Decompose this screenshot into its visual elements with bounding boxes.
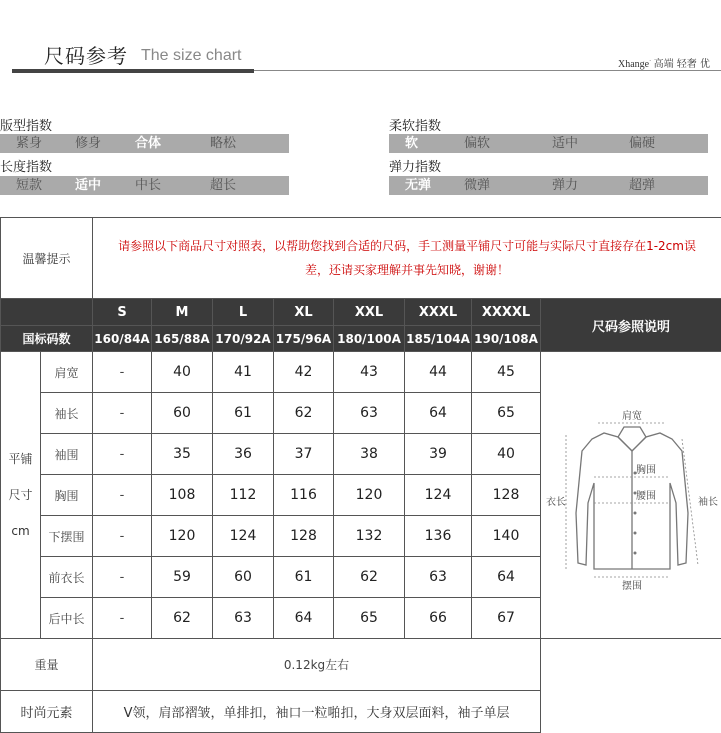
shirt-diagram xyxy=(542,393,721,593)
length-index-bar xyxy=(0,176,289,195)
table-cell: - xyxy=(93,557,152,598)
softness-option-active: 软 xyxy=(405,134,418,153)
table-row xyxy=(1,352,721,393)
shoulder-label: 肩宽 xyxy=(622,409,642,422)
row-label: 胸围 xyxy=(41,475,93,516)
std-code: 190/108A xyxy=(472,326,541,352)
table-cell: 61 xyxy=(274,557,334,598)
weight-label: 重量 xyxy=(1,639,93,691)
table-cell: 44 xyxy=(405,352,472,393)
std-code: 175/96A xyxy=(274,326,334,352)
size-header: XXXXL xyxy=(472,299,541,326)
table-cell: 61 xyxy=(213,393,274,434)
table-cell: 66 xyxy=(405,598,472,639)
fashion-value: V领，肩部褶皱，单排扣，袖口一粒啪扣，大身双层面料，袖子单层 xyxy=(93,691,541,733)
table-cell: 45 xyxy=(472,352,541,393)
size-header: S xyxy=(93,299,152,326)
fit-index-bar xyxy=(0,134,289,153)
row-label: 肩宽 xyxy=(41,352,93,393)
table-cell: 39 xyxy=(405,434,472,475)
notice-row xyxy=(1,218,721,299)
table-cell: 62 xyxy=(152,598,213,639)
length-option: 中长 xyxy=(135,176,161,195)
size-header: M xyxy=(152,299,213,326)
softness-option: 适中 xyxy=(552,134,578,153)
shirt-diagram-cell xyxy=(541,352,721,639)
table-cell: 116 xyxy=(274,475,334,516)
blank-cell xyxy=(541,691,721,733)
fit-option: 紧身 xyxy=(16,134,42,153)
elasticity-index-label: 弹力指数 xyxy=(389,156,441,175)
length-index-label: 长度指数 xyxy=(0,156,52,175)
std-code: 165/88A xyxy=(152,326,213,352)
table-cell: 120 xyxy=(152,516,213,557)
fit-option: 修身 xyxy=(75,134,101,153)
table-cell: 63 xyxy=(405,557,472,598)
size-header: XXL xyxy=(334,299,405,326)
table-cell: 108 xyxy=(152,475,213,516)
table-cell: 59 xyxy=(152,557,213,598)
table-cell: 63 xyxy=(334,393,405,434)
table-cell: 67 xyxy=(472,598,541,639)
notice-text: 请参照以下商品尺寸对照表，以帮助您找到合适的尺码，手工测量平铺尺寸可能与实际尺寸直接存在1-2cm误 差，还请买家理解并事先知晓，谢谢！ xyxy=(93,218,721,299)
size-header-blank xyxy=(1,299,93,326)
softness-index-label: 柔软指数 xyxy=(389,115,441,134)
waist-label: 腰围 xyxy=(636,490,656,502)
weight-value: 0.12kg左右 xyxy=(93,639,541,691)
table-cell: - xyxy=(93,434,152,475)
table-cell: 63 xyxy=(213,598,274,639)
table-cell: 41 xyxy=(213,352,274,393)
table-cell: 112 xyxy=(213,475,274,516)
table-cell: - xyxy=(93,475,152,516)
fit-option: 略松 xyxy=(210,134,236,153)
fit-option-active: 合体 xyxy=(135,134,161,153)
size-header: XL xyxy=(274,299,334,326)
row-label: 袖围 xyxy=(41,434,93,475)
notice-label: 温馨提示 xyxy=(1,218,93,299)
table-cell: 65 xyxy=(334,598,405,639)
fit-index-label: 版型指数 xyxy=(0,115,52,134)
elasticity-index-bar xyxy=(389,176,708,195)
table-cell: 128 xyxy=(274,516,334,557)
table-cell: 38 xyxy=(334,434,405,475)
weight-row xyxy=(1,639,721,691)
std-code: 180/100A xyxy=(334,326,405,352)
table-cell: 64 xyxy=(472,557,541,598)
softness-option: 偏硬 xyxy=(629,134,655,153)
header-accent-bar xyxy=(12,69,254,73)
page-title: 尺码参考 xyxy=(44,40,128,69)
table-cell: 40 xyxy=(152,352,213,393)
table-cell: 124 xyxy=(213,516,274,557)
table-cell: 136 xyxy=(405,516,472,557)
table-cell: 62 xyxy=(274,393,334,434)
table-cell: 120 xyxy=(334,475,405,516)
elasticity-option: 超弹 xyxy=(629,176,655,195)
std-code-label: 国标码数 xyxy=(1,326,93,352)
table-cell: 43 xyxy=(334,352,405,393)
std-code: 160/84A xyxy=(93,326,152,352)
table-cell: 132 xyxy=(334,516,405,557)
table-cell: 35 xyxy=(152,434,213,475)
table-cell: 60 xyxy=(152,393,213,434)
std-code: 170/92A xyxy=(213,326,274,352)
measure-group-label: 平铺 尺寸 cm xyxy=(1,352,41,639)
table-cell: 42 xyxy=(274,352,334,393)
sleeve-label: 袖长 xyxy=(698,495,718,508)
elasticity-option: 微弹 xyxy=(464,176,490,195)
row-label: 前衣长 xyxy=(41,557,93,598)
table-cell: 37 xyxy=(274,434,334,475)
table-cell: - xyxy=(93,516,152,557)
table-cell: 62 xyxy=(334,557,405,598)
table-cell: 36 xyxy=(213,434,274,475)
table-cell: 40 xyxy=(472,434,541,475)
elasticity-option-active: 无弹 xyxy=(405,176,431,195)
table-cell: 140 xyxy=(472,516,541,557)
size-header: XXXL xyxy=(405,299,472,326)
size-reference-header: 尺码参照说明 xyxy=(541,299,721,352)
row-label: 下摆围 xyxy=(41,516,93,557)
sleeve-measure-line xyxy=(682,439,698,565)
length-label: 衣长 xyxy=(546,495,566,508)
table-cell: 64 xyxy=(274,598,334,639)
table-cell: 128 xyxy=(472,475,541,516)
table-cell: - xyxy=(93,393,152,434)
table-cell: 60 xyxy=(213,557,274,598)
table-cell: 124 xyxy=(405,475,472,516)
page-subtitle: The size chart xyxy=(141,47,241,65)
elasticity-option: 弹力 xyxy=(552,176,578,195)
length-option: 超长 xyxy=(210,176,236,195)
length-option: 短款 xyxy=(16,176,42,195)
chest-label: 胸围 xyxy=(636,463,656,476)
std-code: 185/104A xyxy=(405,326,472,352)
length-option-active: 适中 xyxy=(75,176,101,195)
row-label: 袖长 xyxy=(41,393,93,434)
size-table xyxy=(0,217,721,733)
table-cell: - xyxy=(93,352,152,393)
row-label: 后中长 xyxy=(41,598,93,639)
table-cell: 64 xyxy=(405,393,472,434)
table-cell: - xyxy=(93,598,152,639)
fashion-label: 时尚元素 xyxy=(1,691,93,733)
hem-label: 摆围 xyxy=(622,579,642,592)
size-header-row xyxy=(1,299,721,326)
shirt-collar xyxy=(618,427,646,451)
softness-index-bar xyxy=(389,134,708,153)
size-header: L xyxy=(213,299,274,326)
blank-cell xyxy=(541,639,721,691)
softness-option: 偏软 xyxy=(464,134,490,153)
brand-text: Xhange· 高端 轻奢 优 xyxy=(618,55,710,70)
table-cell: 65 xyxy=(472,393,541,434)
fashion-row xyxy=(1,691,721,733)
